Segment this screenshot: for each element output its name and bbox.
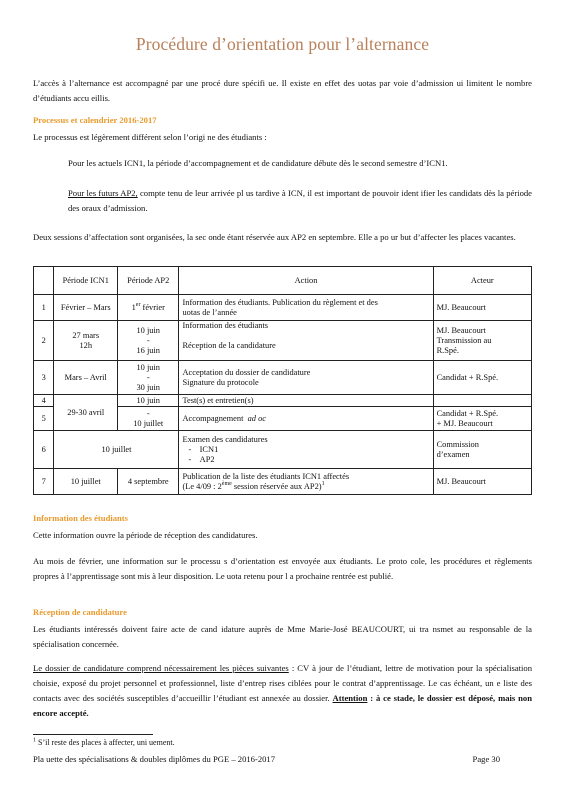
cell-ap2: 10 juin <box>118 395 179 407</box>
sessions-paragraph: Deux sessions d’affectation sont organisées, la sec onde étant réservée aux AP2 en septembre. Elle a po ur but d’affecter les places vacantes. <box>33 232 516 242</box>
cell-merged-period: 10 juillet <box>54 431 179 469</box>
cell-action: Test(s) et entretien(s) <box>179 395 433 407</box>
action-text: Accompagnement <box>182 413 244 423</box>
cell-actor <box>433 321 531 361</box>
process-lead: Le processus est légèrement différent selon l’origi ne des étudiants : <box>33 132 267 142</box>
cell-ap2: 4 septembre <box>118 469 179 495</box>
ap2-line: 10 juillet <box>133 418 164 428</box>
reception-p2 <box>33 661 532 721</box>
calendar-table <box>33 266 532 495</box>
actor-line: Transmission au <box>436 335 492 345</box>
cell-actor <box>433 431 531 469</box>
row-num: 7 <box>34 469 54 495</box>
row-num: 6 <box>34 431 54 469</box>
cell-action <box>179 469 433 495</box>
cell-action <box>179 295 433 321</box>
row-num: 3 <box>34 361 54 395</box>
ap2-line: 16 juin <box>136 345 160 355</box>
actor-line: Commission <box>436 439 479 449</box>
ap2-sup: er <box>135 301 141 308</box>
cell-icn1 <box>54 321 118 361</box>
information-p2: Au mois de février, une information sur le processu s d’orientation est envoyée aux étudiants. Le proto cole, les procédures et règlements propres à l’apprentissage sont mis à leur disposition. Le uota retenu pour l a prochaine rentrée est publié. <box>33 556 532 581</box>
reception-p1: Les étudiants intéressés doivent faire acte de cand idature auprès de Mme Marie-José BEAUCOURT, ui tra nsmet au responsable de la spécialisation concernée. <box>33 624 532 649</box>
cell-actor: MJ. Beaucourt <box>433 469 531 495</box>
ap2-dash: - <box>146 335 150 345</box>
cell-action <box>179 361 433 395</box>
intro-paragraph: L’accès à l’alternance est accompagné par une procé dure spécifi ue. Il existe en effet des uotas par voie d’admission ui limitent le nombre d’étudiants accu eillis. <box>33 78 532 103</box>
actor-line: Candidat + R.Spé. <box>436 408 499 418</box>
header-ap2: Période AP2 <box>118 267 179 295</box>
section-heading-information: Information des étudiants <box>33 513 129 523</box>
bullet-2-underlined: Pour les futurs AP2, <box>68 188 138 198</box>
cell-action <box>179 407 433 431</box>
action-line: Information des étudiants <box>182 321 269 330</box>
action-pre: (Le 4/09 : 2 <box>182 481 222 491</box>
ap2-line: 30 juin <box>136 382 160 392</box>
footnote <box>33 738 175 747</box>
header-icn1: Période ICN1 <box>54 267 118 295</box>
item-text: AP2 <box>199 454 215 464</box>
section-heading-process: Processus et calendrier 2016-2017 <box>33 115 157 125</box>
action-line: Signature du protocole <box>182 377 259 387</box>
ap2-dash: - <box>146 372 150 382</box>
reception-p2-rest: : CV à jour de l’étudiant, lettre de motivation pour la spécialisation choisie, exposé du projet personnel et professionnel, liste d’entrep rises ciblées pour le contrat d’apprentissage. Le cas échéant, un e liste des contacts avec des sociétés susceptibles d’accueillir l’étudiant est annexée au dossier. <box>33 663 532 703</box>
page-number: Page 30 <box>472 754 500 764</box>
information-p1: Cette information ouvre la période de réception des candidatures. <box>33 530 258 540</box>
action-item <box>182 455 429 465</box>
footnote-separator <box>33 734 153 735</box>
icn1-line: 12h <box>79 340 93 350</box>
table-row <box>34 295 532 321</box>
action-italic: ad oc <box>247 413 266 423</box>
cell-ap2 <box>118 295 179 321</box>
actor-line: MJ. Beaucourt <box>436 325 486 335</box>
footer-title: Pla uette des spécialisations & doubles diplômes du PGE – 2016-2017 <box>33 754 276 764</box>
cell-action <box>179 431 433 469</box>
actor-line: + MJ. Beaucourt <box>436 418 493 428</box>
action-line: Acceptation du dossier de candidature <box>182 367 311 377</box>
cell-action <box>179 321 433 361</box>
ap2-month: février <box>140 302 165 312</box>
attention-text: : à ce stade, le dossier est déposé, mais non encore accepté. <box>33 693 532 718</box>
cell-actor <box>433 407 531 431</box>
cell-ap2 <box>118 407 179 431</box>
table-row <box>34 395 532 407</box>
section-heading-reception: Réception de candidature <box>33 607 127 617</box>
page-footer <box>33 754 532 764</box>
action-item <box>182 445 429 455</box>
cell-actor: MJ. Beaucourt <box>433 295 531 321</box>
actor-line: d’examen <box>436 449 470 459</box>
reception-p2-underlined: Le dossier de candidature comprend nécessairement les pièces suivantes <box>33 663 289 673</box>
item-text: ICN1 <box>199 444 219 454</box>
row-num: 5 <box>34 407 54 431</box>
table-row <box>34 431 532 469</box>
header-num <box>34 267 54 295</box>
table-row <box>34 321 532 361</box>
ap2-dash: - <box>146 408 150 418</box>
cell-icn1: Février – Mars <box>54 295 118 321</box>
footnote-number: 1 <box>33 737 36 744</box>
cell-actor: Candidat + R.Spé. <box>433 361 531 395</box>
cell-icn1: 10 juillet <box>54 469 118 495</box>
action-line: Information des étudiants. Publication du règlement et des <box>182 297 378 307</box>
cell-icn1: 29-30 avril <box>54 395 118 431</box>
row-num: 1 <box>34 295 54 321</box>
page-title: Procédure d’orientation pour l’alternance <box>135 34 430 54</box>
ap2-line: 10 juin <box>136 362 160 372</box>
header-action: Action <box>179 267 433 295</box>
actor-line: R.Spé. <box>436 345 459 355</box>
action-line <box>182 482 429 492</box>
footnote-text: S’il reste des places à affecter, uni uement. <box>36 738 175 747</box>
cell-ap2 <box>118 321 179 361</box>
ap2-day: 1 <box>131 302 136 312</box>
bullet-2-text <box>68 186 532 216</box>
header-actor: Acteur <box>433 267 531 295</box>
item-dash: - <box>188 444 192 454</box>
row-num: 4 <box>34 395 54 407</box>
action-line: Réception de la candidature <box>182 341 276 350</box>
cell-ap2 <box>118 361 179 395</box>
cell-icn1: Mars – Avril <box>54 361 118 395</box>
table-row <box>34 469 532 495</box>
attention-label: Attention <box>332 693 368 703</box>
footnote-mark: 1 <box>321 480 325 487</box>
action-line: Examen des candidatures <box>182 434 268 444</box>
cell-actor <box>433 395 531 407</box>
action-line: Publication de la liste des étudiants ICN1 affectés <box>182 471 350 481</box>
action-post: session réservée aux AP2) <box>231 481 322 491</box>
bullet-2-rest: compte tenu de leur arrivée pl us tardive à ICN, il est important de pouvoir ident ifier les candidats dès la période des oraux d’admission. <box>68 188 532 213</box>
ap2-line: 10 juin <box>136 325 160 335</box>
table-header-row <box>34 267 532 295</box>
icn1-line: 27 mars <box>72 330 100 340</box>
item-dash: - <box>188 454 192 464</box>
row-num: 2 <box>34 321 54 361</box>
bullet-1-text: Pour les actuels ICN1, la période d’accompagnement et de candidature débute dès le second semestre d’ICN1. <box>68 158 448 168</box>
action-line: uotas de l’année <box>182 307 237 317</box>
action-sup: ème <box>221 480 232 487</box>
table-row <box>34 361 532 395</box>
